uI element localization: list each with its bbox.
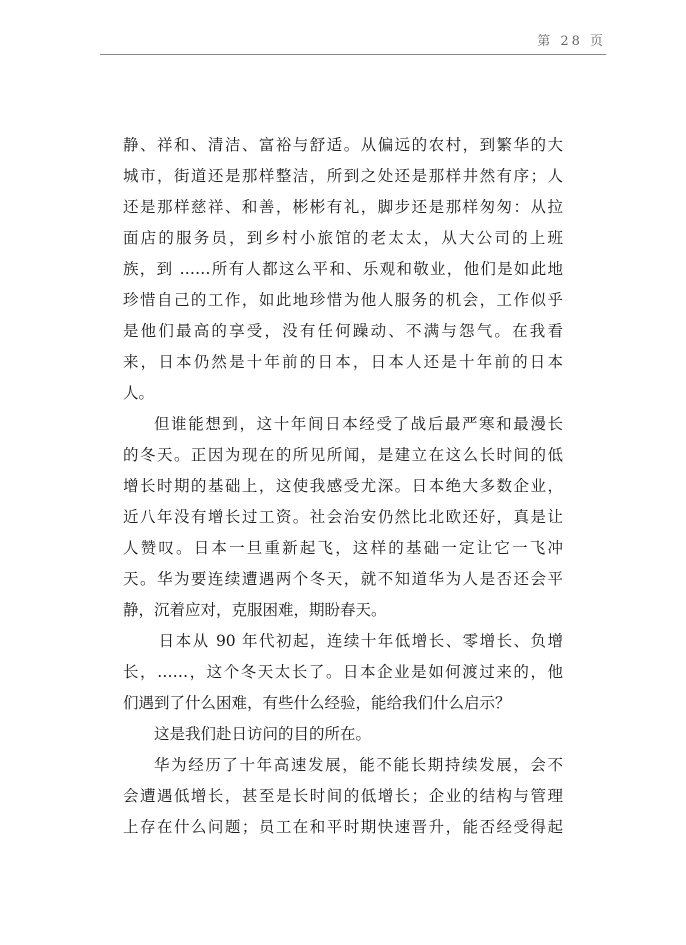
text-line: 人。 — [123, 384, 155, 402]
text-line: 还是那样慈祥、和善，彬彬有礼，脚步还是那样匆匆：从拉 — [123, 198, 563, 216]
text-line: 天。华为要连续遭遇两个冬天，就不知道华为人是否还会平 — [123, 570, 563, 588]
text-line: 增长时期的基础上，这使我感受尤深。日本绝大多数企业， — [123, 477, 563, 495]
paragraph — [123, 409, 563, 626]
text-line: 近八年没有增长过工资。社会治安仍然比北欧还好，真是让 — [123, 508, 563, 526]
text-line: 面店的服务员，到乡村小旅馆的老太太，从大公司的上班 — [123, 229, 563, 247]
text-line: 城市，街道还是那样整洁，所到之处还是那样井然有序；人 — [123, 167, 563, 185]
text-line: 上存在什么问题；员工在和平时期快速晋升，能否经受得起 — [123, 818, 563, 836]
paragraph — [123, 750, 563, 843]
text-line: 长，……，这个冬天太长了。日本企业是如何渡过来的，他 — [123, 663, 563, 681]
text-line: 静、祥和、清洁、富裕与舒适。从偏远的农村，到繁华的大 — [123, 136, 563, 154]
page-number-header: 第 28 页 — [537, 34, 606, 49]
text-line: 这是我们赴日访问的目的所在。 — [154, 725, 372, 743]
text-line: 来，日本仍然是十年前的日本，日本人还是十年前的日本 — [123, 353, 563, 371]
text-line: 珍惜自己的工作，如此地珍惜为他人服务的机会，工作似乎 — [123, 291, 563, 309]
text-line: 的冬天。正因为现在的所见所闻，是建立在这么长时间的低 — [123, 446, 563, 464]
paragraph — [123, 130, 563, 409]
text-line: 静，沉着应对，克服困难，期盼春天。 — [123, 601, 387, 619]
header-divider — [100, 54, 606, 55]
text-line: 华为经历了十年高速发展，能不能长期持续发展，会不 — [154, 756, 563, 774]
text-line: 是他们最高的享受，没有任何躁动、不满与怨气。在我看 — [123, 322, 563, 340]
body-text — [123, 130, 563, 843]
text-line: 族，到 ……所有人都这么平和、乐观和敬业，他们是如此地 — [123, 260, 563, 278]
paragraph — [123, 626, 563, 719]
text-line: 但谁能想到，这十年间日本经受了战后最严寒和最漫长 — [154, 415, 563, 433]
text-line: 日本从 90 年代初起，连续十年低增长、零增长、负增 — [158, 632, 563, 650]
paragraph — [123, 719, 563, 750]
text-line: 们遇到了什么困难，有些什么经验，能给我们什么启示？ — [123, 694, 511, 712]
text-line: 人赞叹。日本一旦重新起飞，这样的基础一定让它一飞冲 — [123, 539, 563, 557]
text-line: 会遭遇低增长，甚至是长时间的低增长；企业的结构与管理 — [123, 787, 563, 805]
